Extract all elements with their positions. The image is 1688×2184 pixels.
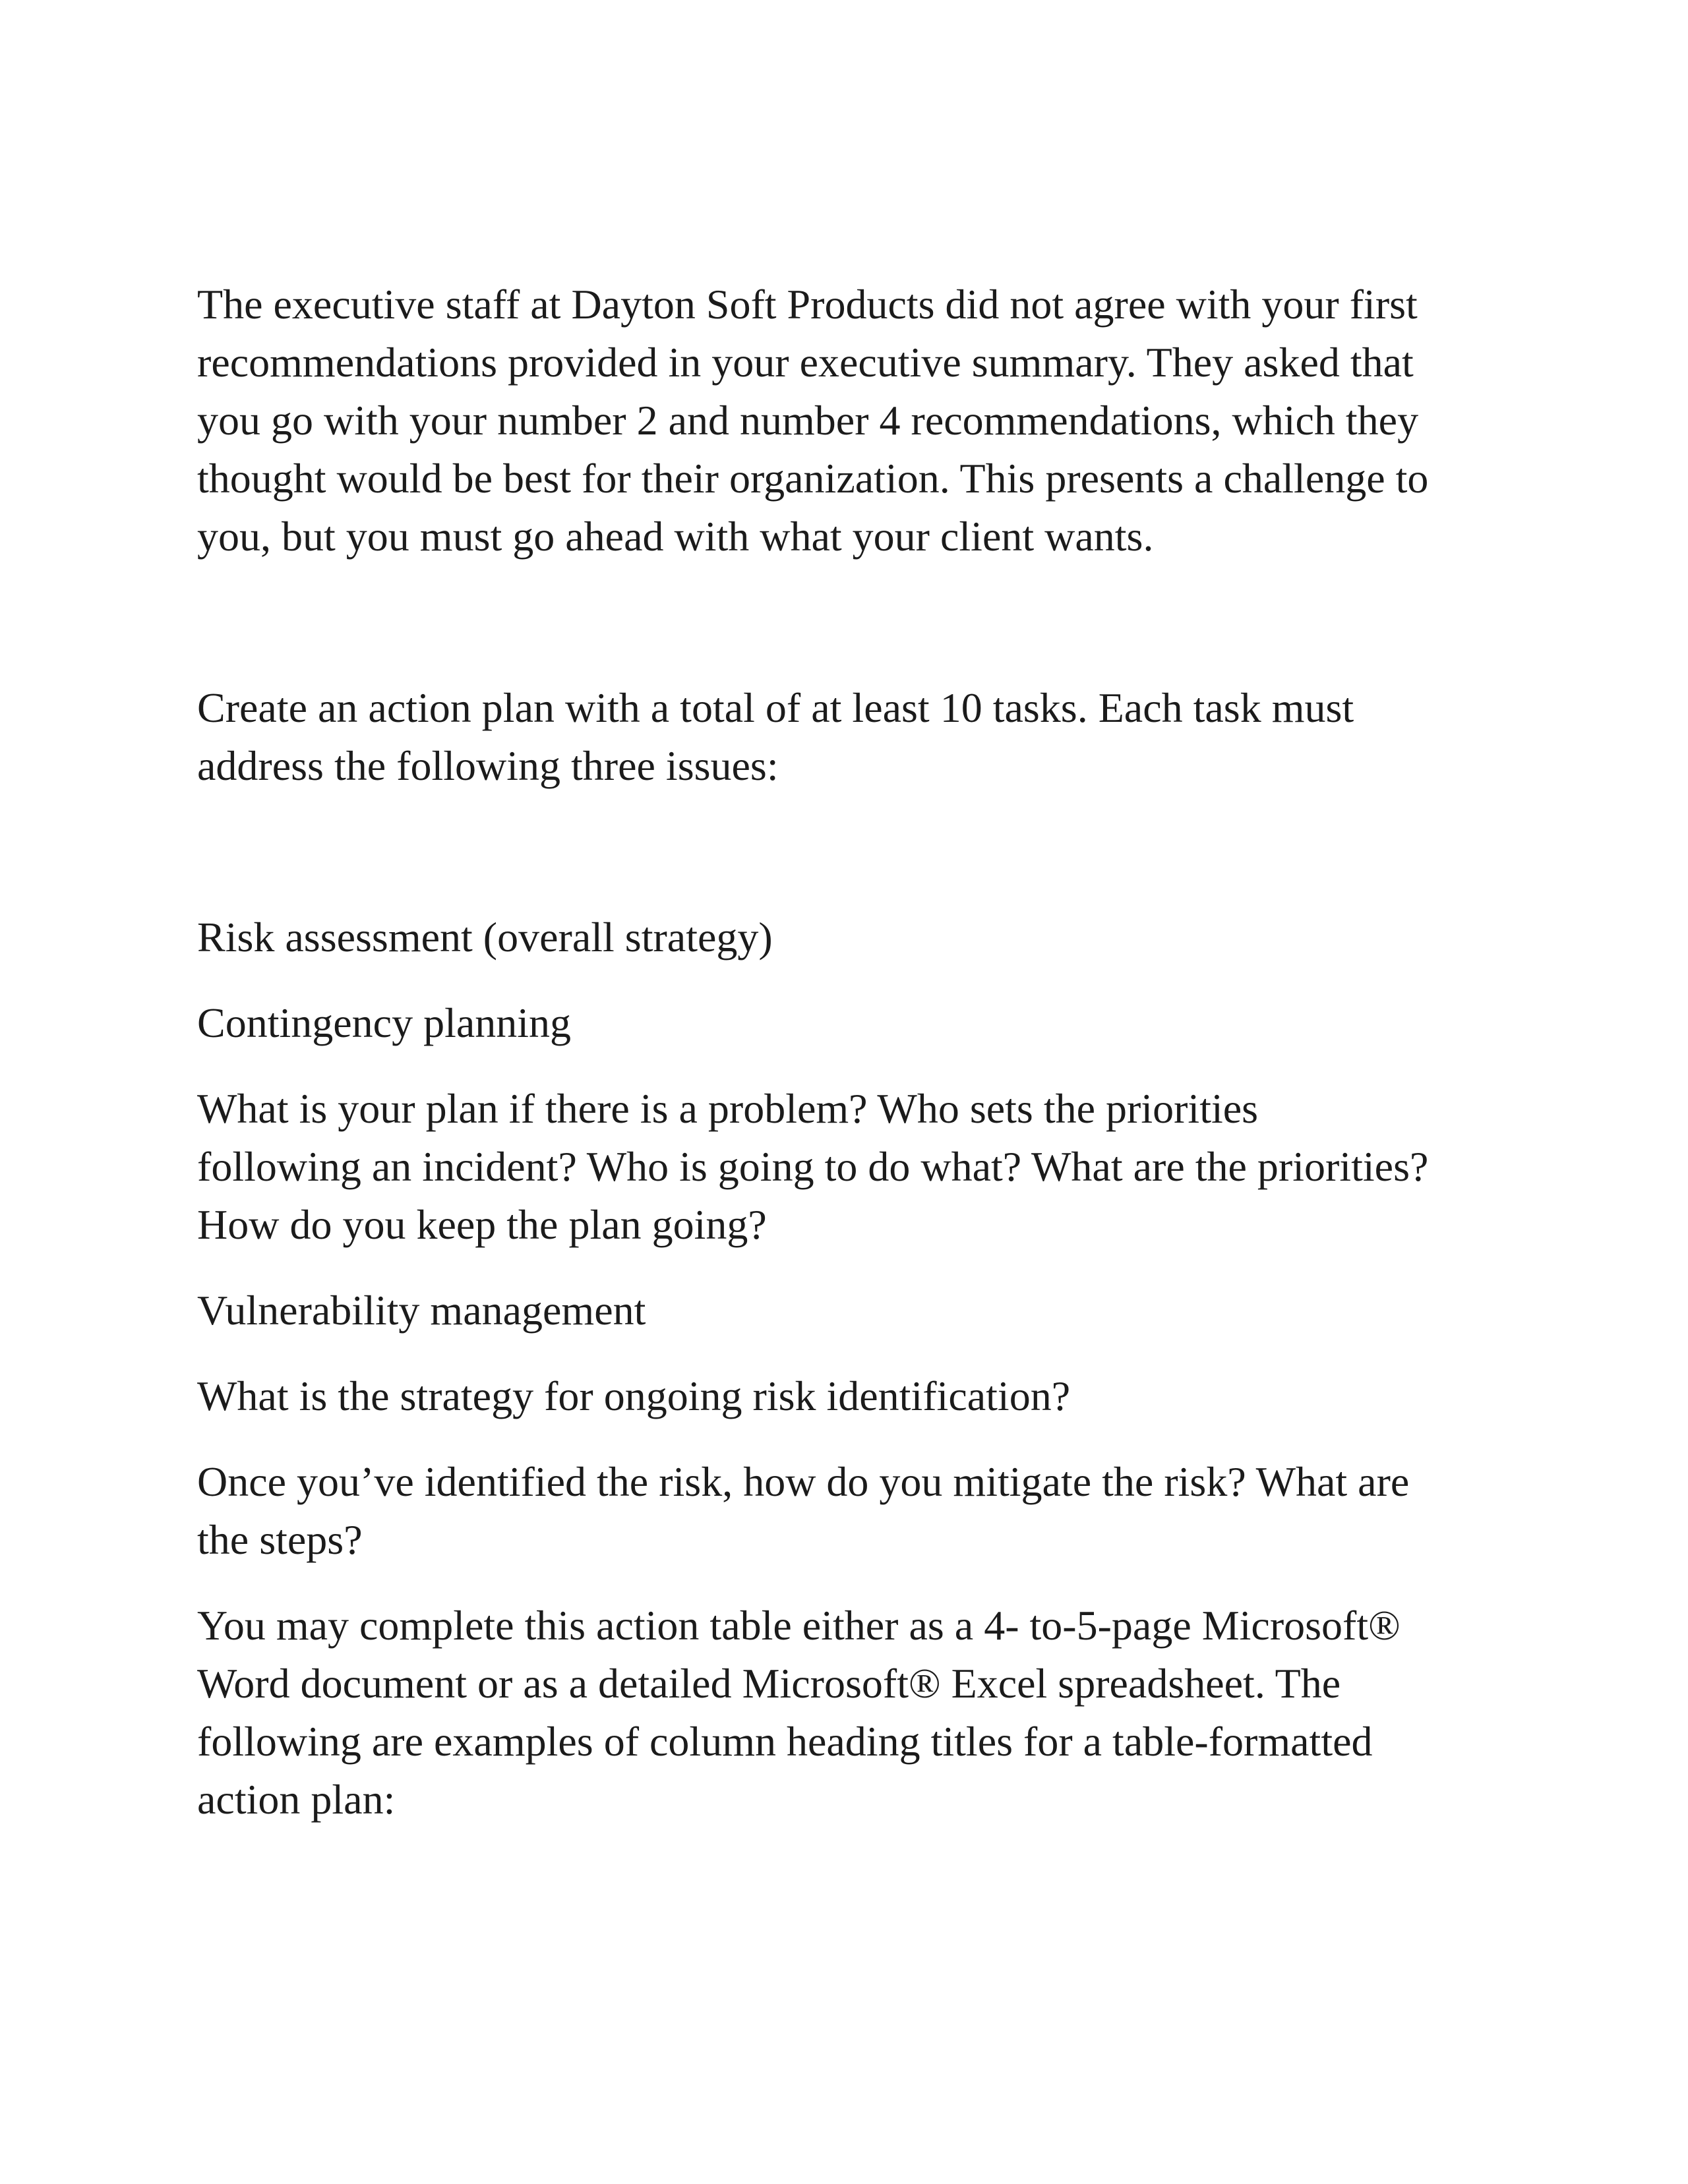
contingency-questions-paragraph: What is your plan if there is a problem? Who sets the priorities following an incident? Who is going to do what? What are the priorities? How do you keep the plan going? bbox=[197, 1085, 1429, 1248]
intro-paragraph: The executive staff at Dayton Soft Products did not agree with your first recommendations provided in your executive summary. They asked that you go with your number 2 and number 4 recommendations, which they thought would be best for their organization. This presents a challenge to you, but you must go ahead with what your client wants. bbox=[197, 281, 1429, 560]
risk-mitigation-question: Once you’ve identified the risk, how do you mitigate the risk? What are the steps? bbox=[197, 1458, 1410, 1563]
format-instructions-paragraph: You may complete this action table either as a 4- to-5-page Microsoft® Word document or as a detailed Microsoft® Excel spreadsheet. The following are examples of column heading titles for a table-formatted action plan: bbox=[197, 1602, 1401, 1823]
vulnerability-management-heading: Vulnerability management bbox=[197, 1287, 646, 1334]
task-instructions-paragraph: Create an action plan with a total of at least 10 tasks. Each task must address the following three issues: bbox=[197, 684, 1354, 789]
risk-identification-question: What is the strategy for ongoing risk identification? bbox=[197, 1372, 1071, 1419]
contingency-planning-heading: Contingency planning bbox=[197, 999, 572, 1046]
document-body bbox=[197, 276, 1509, 1829]
risk-assessment-heading: Risk assessment (overall strategy) bbox=[197, 914, 773, 960]
